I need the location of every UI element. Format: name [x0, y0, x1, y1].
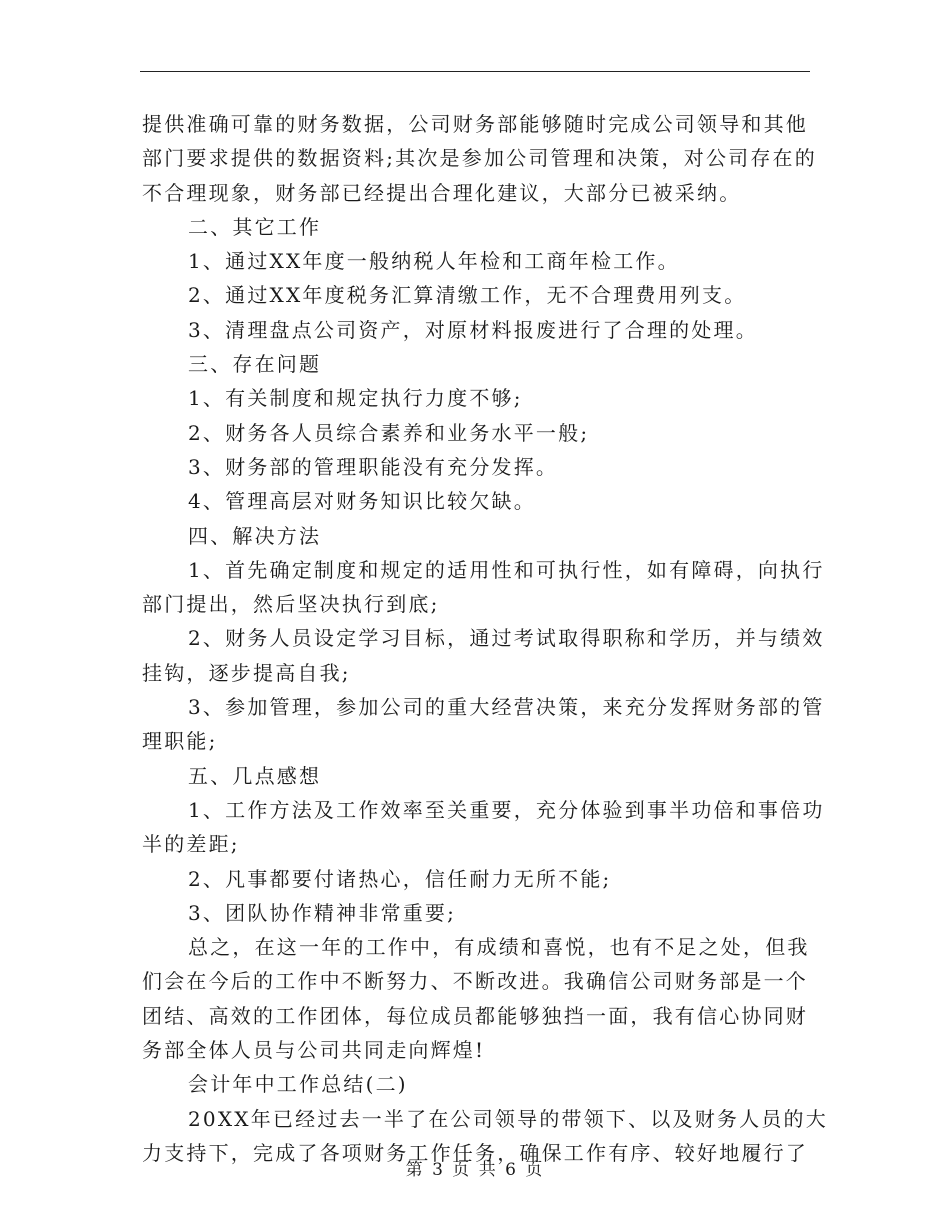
- text-line: 团结、高效的工作团体，每位成员都能够独挡一面，我有信心协同财: [142, 1003, 808, 1028]
- section-heading: 五、几点感想: [188, 763, 322, 788]
- section-heading: 三、存在问题: [188, 352, 322, 377]
- text-line: 们会在今后的工作中不断努力、不断改进。我确信公司财务部是一个: [142, 969, 808, 994]
- text-line: 1、通过XX年度一般纳税人年检和工商年检工作。: [188, 249, 680, 274]
- section-heading: 四、解决方法: [188, 523, 322, 548]
- text-line: 不合理现象，财务部已经提出合理化建议，大部分已被采纳。: [142, 180, 742, 205]
- text-line: 3、清理盘点公司资产，对原材料报废进行了合理的处理。: [188, 317, 758, 342]
- text-line: 半的差距;: [142, 832, 240, 857]
- text-line: 3、团队协作精神非常重要;: [188, 900, 457, 925]
- text-line: 2、凡事都要付诸热心，信任耐力无所不能;: [188, 866, 612, 891]
- text-line: 2、财务各人员综合素养和业务水平一般;: [188, 420, 590, 445]
- page-number-footer: 第 3 页 共 6 页: [405, 1160, 545, 1180]
- text-line: 1、首先确定制度和规定的适用性和可执行性，如有障碍，向执行: [188, 557, 825, 582]
- text-line: 1、有关制度和规定执行力度不够;: [188, 386, 523, 411]
- body-text: [142, 107, 828, 1170]
- text-line: 挂钩，逐步提高自我;: [142, 660, 351, 685]
- text-line: 理职能;: [142, 729, 218, 754]
- text-line: 总之，在这一年的工作中，有成绩和喜悦，也有不足之处，但我: [188, 935, 810, 960]
- text-line: 3、财务部的管理职能没有充分发挥。: [188, 454, 559, 479]
- document-subtitle: 会计年中工作总结(二): [188, 1072, 408, 1097]
- text-line: 2、财务人员设定学习目标，通过考试取得职称和学历，并与绩效: [188, 626, 825, 651]
- text-line: 部门提出，然后坚决执行到底;: [142, 592, 440, 617]
- text-line: 3、参加管理，参加公司的重大经营决策，来充分发挥财务部的管: [188, 695, 825, 720]
- text-line: 2、通过XX年度税务汇算清缴工作，无不合理费用列支。: [188, 283, 747, 308]
- section-heading: 二、其它工作: [188, 214, 322, 239]
- text-line: 力支持下，完成了各项财务工作任务，确保工作有序、较好地履行了: [142, 1140, 808, 1165]
- text-line: 部门要求提供的数据资料;其次是参加公司管理和决策，对公司存在的: [142, 146, 817, 171]
- text-line: 4、管理高层对财务知识比较欠缺。: [188, 489, 536, 514]
- text-line: 提供准确可靠的财务数据，公司财务部能够随时完成公司领导和其他: [142, 112, 808, 136]
- text-line: 务部全体人员与公司共同走向辉煌!: [142, 1038, 486, 1063]
- text-line: 1、工作方法及工作效率至关重要，充分体验到事半功倍和事倍功: [188, 797, 825, 822]
- header-rule: [140, 71, 810, 72]
- text-line: 20XX年已经过去一半了在公司领导的带领下、以及财务人员的大: [188, 1106, 828, 1131]
